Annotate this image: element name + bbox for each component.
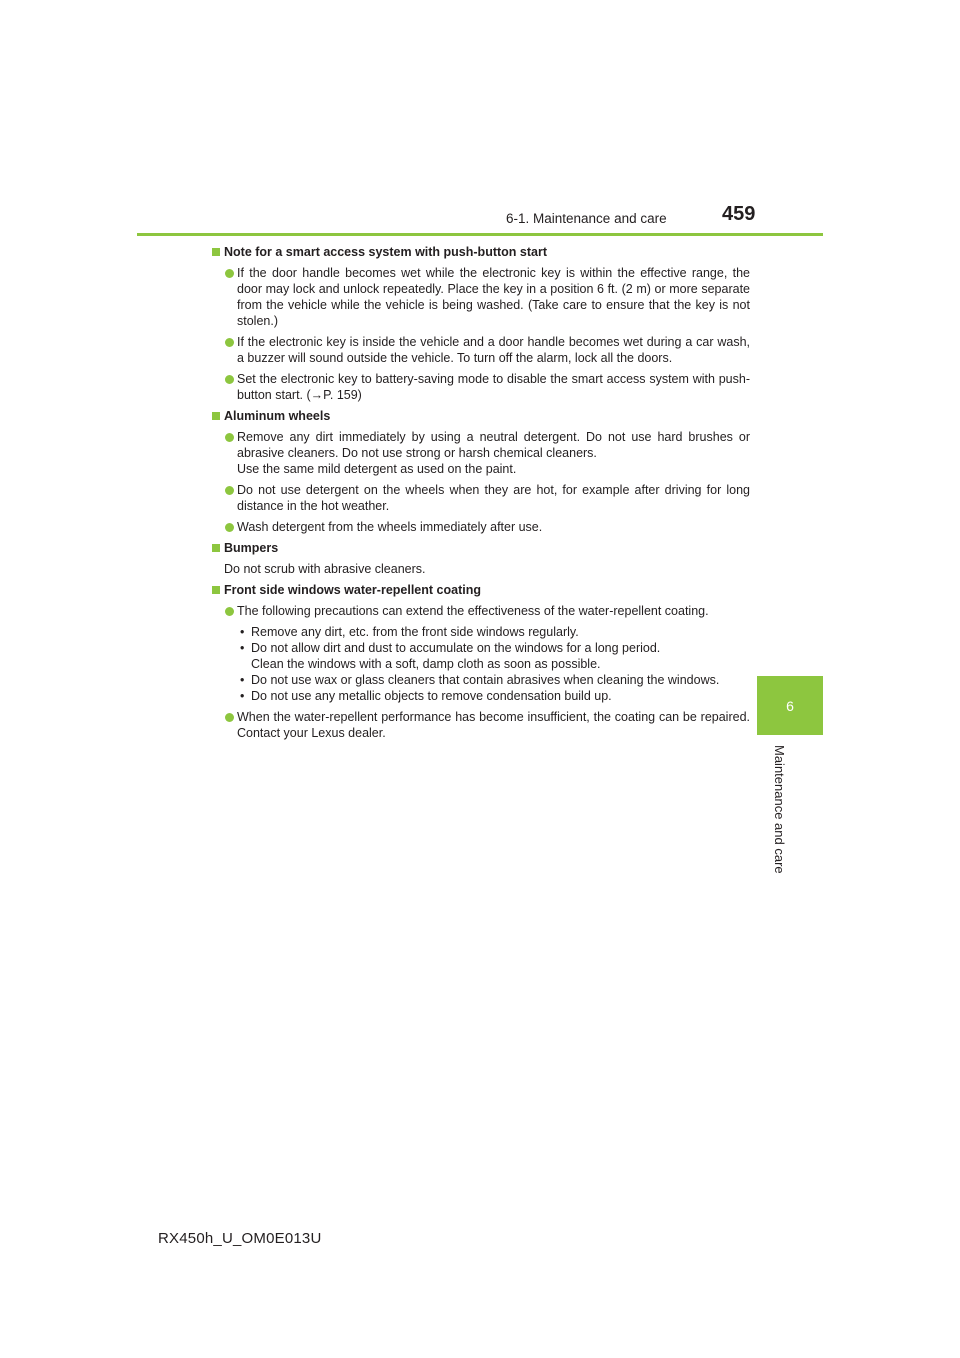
bullet-item	[212, 603, 750, 619]
bullet-text: Set the electronic key to battery-saving mode to disable the smart access system with push-button start. (→P. 159)	[237, 372, 750, 402]
bullet-text: The following precautions can extend the effectiveness of the water-repellent coating.	[237, 604, 709, 618]
page-content	[212, 244, 750, 741]
sub-list-item	[212, 624, 750, 640]
bullet-text: When the water-repellent performance has become insufficient, the coating can be repaired. Contact your Lexus dealer.	[237, 710, 750, 740]
square-bullet-icon	[212, 248, 220, 256]
dot-bullet-mark: •	[240, 673, 245, 687]
bullet-text: Do not use detergent on the wheels when they are hot, for example after driving for long distance in the hot weather.	[237, 483, 750, 513]
document-code: RX450h_U_OM0E013U	[158, 1230, 322, 1247]
sub-list-item	[212, 640, 750, 672]
square-bullet-icon	[212, 412, 220, 420]
circle-bullet-icon	[225, 433, 234, 442]
chapter-tab	[757, 676, 823, 735]
sub-list-item	[212, 672, 750, 688]
sub-item-text: Do not use any metallic objects to remove condensation build up.	[251, 689, 612, 703]
section-heading-smart-access	[212, 244, 750, 260]
circle-bullet-icon	[225, 607, 234, 616]
sub-item-text-continued: Clean the windows with a soft, damp cloth as soon as possible.	[251, 657, 601, 671]
circle-bullet-icon	[225, 486, 234, 495]
bullet-item	[212, 265, 750, 329]
sub-item-text: Do not use wax or glass cleaners that contain abrasives when cleaning the windows.	[251, 673, 720, 687]
sub-list-item	[212, 688, 750, 704]
dot-bullet-mark: •	[240, 625, 245, 639]
sub-item-text: Do not allow dirt and dust to accumulate on the windows for a long period.	[251, 641, 661, 655]
paragraph-text: Do not scrub with abrasive cleaners.	[224, 562, 426, 576]
circle-bullet-icon	[225, 375, 234, 384]
circle-bullet-icon	[225, 338, 234, 347]
chapter-number: 6	[786, 698, 794, 714]
bullet-item	[212, 709, 750, 741]
circle-bullet-icon	[225, 713, 234, 722]
square-bullet-icon	[212, 544, 220, 552]
header-rule	[137, 233, 823, 236]
bullet-item	[212, 519, 750, 535]
circle-bullet-icon	[225, 523, 234, 532]
heading-text: Bumpers	[224, 541, 279, 555]
dot-bullet-mark: •	[240, 689, 245, 703]
section-heading-bumpers	[212, 540, 750, 556]
bullet-text: If the door handle becomes wet while the electronic key is within the effective range, the door may lock and unlock repeatedly. Place the key in a position 6 ft. (2 m) or more separate from the vehicle while the vehicle is being washed. (Take care to ensure that the key is not stolen.)	[237, 266, 750, 328]
bullet-item	[212, 482, 750, 514]
section-title: 6-1. Maintenance and care	[506, 211, 667, 226]
section-heading-aluminum-wheels	[212, 408, 750, 424]
bullet-text: Wash detergent from the wheels immediately after use.	[237, 520, 543, 534]
heading-text: Front side windows water-repellent coating	[224, 583, 481, 597]
bullet-item	[212, 334, 750, 366]
bullet-text: If the electronic key is inside the vehicle and a door handle becomes wet during a car wash, a buzzer will sound outside the vehicle. To turn off the alarm, lock all the doors.	[237, 335, 750, 365]
sub-item-text: Remove any dirt, etc. from the front side windows regularly.	[251, 625, 579, 639]
page-header	[0, 0, 960, 240]
circle-bullet-icon	[225, 269, 234, 278]
bullet-text-continued: Use the same mild detergent as used on the paint.	[237, 462, 517, 476]
section-heading-windows-coating	[212, 582, 750, 598]
heading-text: Aluminum wheels	[224, 409, 331, 423]
chapter-label: Maintenance and care	[772, 745, 787, 874]
page-number: 459	[722, 203, 756, 225]
heading-text: Note for a smart access system with push-button start	[224, 245, 547, 259]
square-bullet-icon	[212, 586, 220, 594]
bullet-item	[212, 429, 750, 477]
bullet-text: Remove any dirt immediately by using a neutral detergent. Do not use hard brushes or abrasive cleaners. Do not use strong or harsh chemical cleaners.	[237, 430, 750, 460]
bullet-item	[212, 371, 750, 403]
dot-bullet-mark: •	[240, 641, 245, 655]
